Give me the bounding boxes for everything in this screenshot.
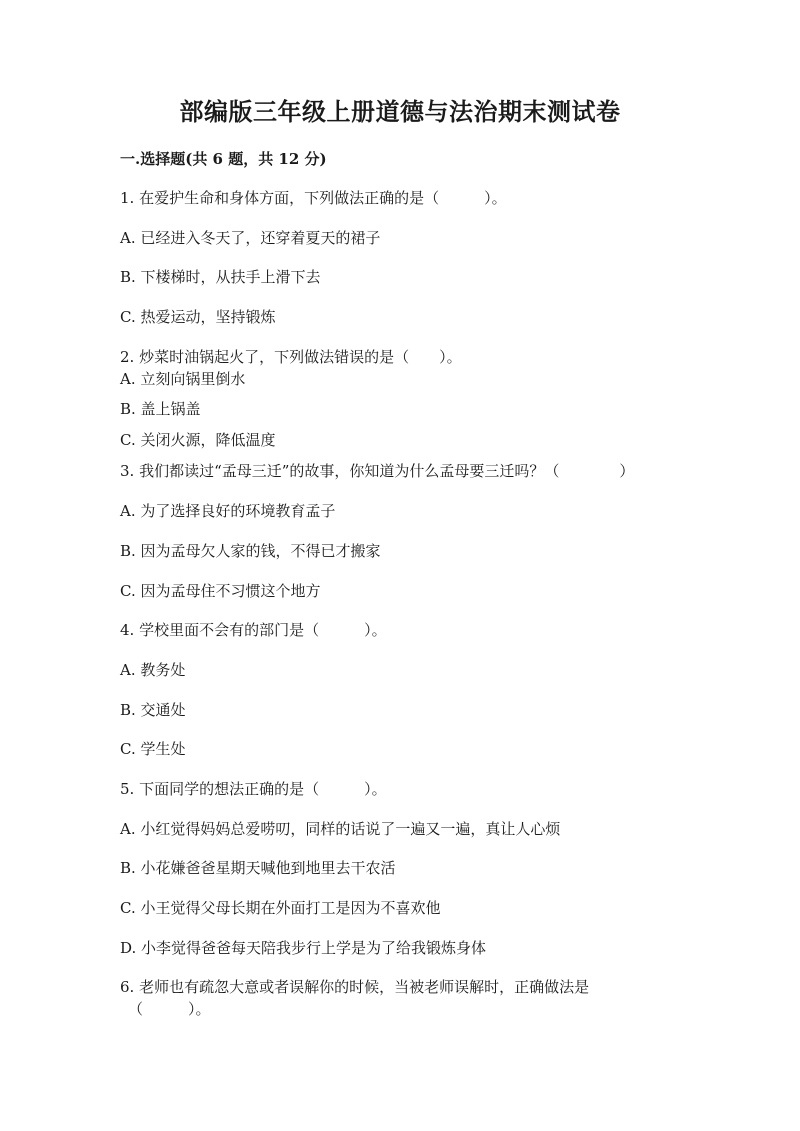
question-5-option-b: B. 小花嫌爸爸星期天喊他到地里去干农活 bbox=[120, 859, 396, 877]
question-5-stem: 5. 下面同学的想法正确的是（ ）。 bbox=[120, 780, 387, 798]
section-heading: 一.选择题(共 6 题，共 12 分) bbox=[120, 150, 327, 168]
question-1-option-c: C. 热爱运动，坚持锻炼 bbox=[120, 308, 276, 326]
question-5-option-c: C. 小王觉得父母长期在外面打工是因为不喜欢他 bbox=[120, 899, 441, 917]
question-2-option-b: B. 盖上锅盖 bbox=[120, 400, 201, 418]
question-4-option-c: C. 学生处 bbox=[120, 740, 186, 758]
exam-title: 部编版三年级上册道德与法治期末测试卷 bbox=[179, 97, 621, 126]
question-5-option-d: D. 小李觉得爸爸每天陪我步行上学是为了给我锻炼身体 bbox=[120, 939, 487, 957]
question-3-option-b: B. 因为孟母欠人家的钱，不得已才搬家 bbox=[120, 542, 381, 560]
question-1-option-b: B. 下楼梯时，从扶手上滑下去 bbox=[120, 268, 321, 286]
question-5-option-a: A. 小红觉得妈妈总爱唠叨，同样的话说了一遍又一遍，真让人心烦 bbox=[120, 820, 561, 838]
question-3-option-c: C. 因为孟母住不习惯这个地方 bbox=[120, 582, 321, 600]
question-3-option-a: A. 为了选择良好的环境教育孟子 bbox=[120, 502, 336, 520]
question-4-stem: 4. 学校里面不会有的部门是（ ）。 bbox=[120, 621, 387, 639]
question-6-stem-continued: （ ）。 bbox=[128, 1000, 211, 1018]
question-2-stem: 2. 炒菜时油锅起火了，下列做法错误的是（ ）。 bbox=[120, 348, 462, 366]
question-1-stem: 1. 在爱护生命和身体方面，下列做法正确的是（ ）。 bbox=[120, 189, 507, 207]
question-4-option-a: A. 教务处 bbox=[120, 661, 186, 679]
question-1-option-a: A. 已经进入冬天了，还穿着夏天的裙子 bbox=[120, 229, 381, 247]
question-6-stem: 6. 老师也有疏忽大意或者误解你的时候，当被老师误解时，正确做法是 bbox=[120, 978, 590, 996]
question-3-stem: 3. 我们都读过“孟母三迁”的故事，你知道为什么孟母要三迁吗？（ ） bbox=[120, 462, 635, 480]
question-4-option-b: B. 交通处 bbox=[120, 701, 186, 719]
question-2-option-c: C. 关闭火源，降低温度 bbox=[120, 431, 276, 449]
question-2-option-a: A. 立刻向锅里倒水 bbox=[120, 370, 246, 388]
